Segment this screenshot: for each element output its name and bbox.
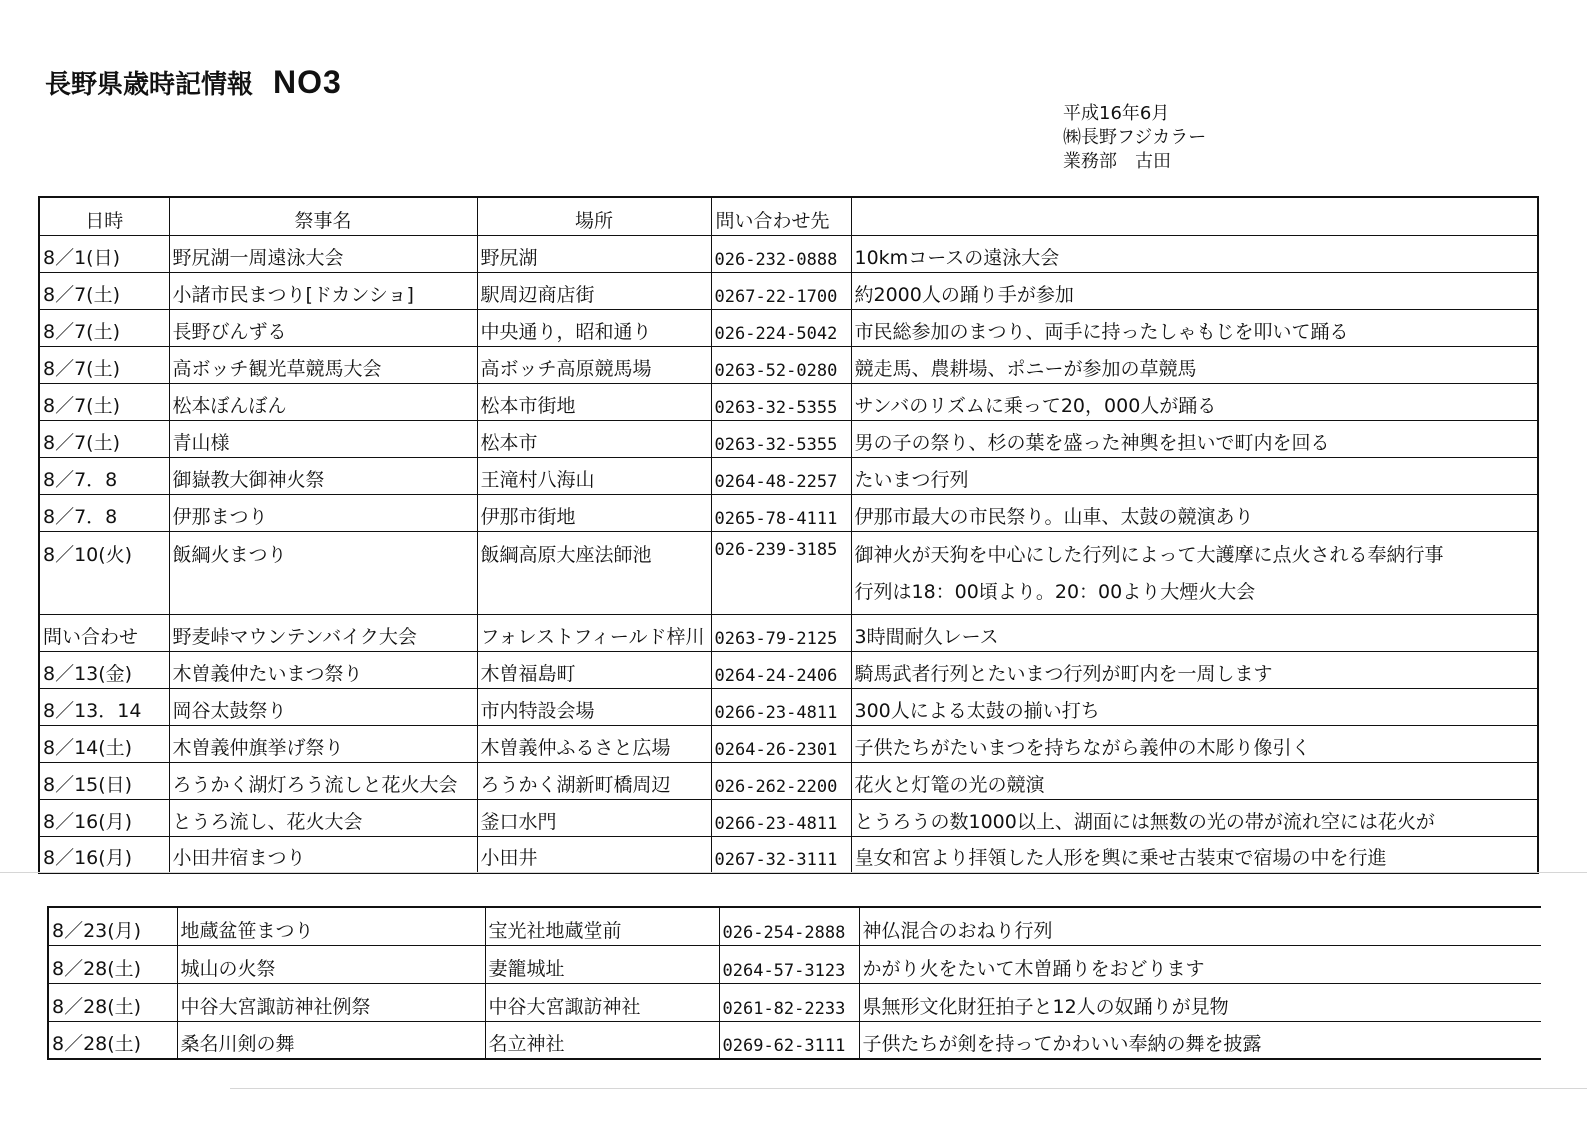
- cell-note: サンバのリズムに乗って20，000人が踊る: [851, 383, 1538, 420]
- header-contact: 問い合わせ先: [711, 197, 851, 235]
- cell-place: 伊那市街地: [477, 494, 711, 531]
- issue-date: 平成16年6月: [1063, 103, 1170, 124]
- table-row: [39, 725, 1538, 762]
- events-table-continued: [47, 906, 1541, 1060]
- cell-note: 県無形文化財狂拍子と12人の奴踊りが見物: [859, 983, 1541, 1021]
- cell-contact: 0264-24-2406: [711, 651, 851, 688]
- cell-date: 8／23(月): [48, 907, 177, 945]
- table-row: [48, 1021, 1541, 1059]
- cell-contact: 0266-23-4811: [711, 799, 851, 836]
- cell-event: 松本ぼんぼん: [169, 383, 477, 420]
- cell-contact: 026-224-5042: [711, 309, 851, 346]
- cell-date: 8／7．8: [39, 494, 169, 531]
- cell-note: [851, 531, 1538, 614]
- cell-contact: 026-239-3185: [711, 531, 851, 614]
- cell-note: たいまつ行列: [851, 457, 1538, 494]
- cell-date: 8／28(土): [48, 983, 177, 1021]
- cell-note: 約2000人の踊り手が参加: [851, 272, 1538, 309]
- cell-contact: 0267-22-1700: [711, 272, 851, 309]
- table-row: [48, 945, 1541, 983]
- cell-date: 8／13．14: [39, 688, 169, 725]
- cell-event: 高ボッチ観光草競馬大会: [169, 346, 477, 383]
- cell-place: 小田井: [477, 836, 711, 873]
- cell-date: 8／7．8: [39, 457, 169, 494]
- table-row: [39, 688, 1538, 725]
- scan-divider-line: [0, 872, 1587, 873]
- document-title: 長野県歳時記情報: [45, 70, 254, 100]
- cell-place: 中谷大宮諏訪神社: [485, 983, 719, 1021]
- cell-place: 飯綱高原大座法師池: [477, 531, 711, 614]
- cell-date: 8／7(土): [39, 383, 169, 420]
- cell-contact: 0263-32-5355: [711, 383, 851, 420]
- cell-event: 小田井宿まつり: [169, 836, 477, 873]
- header-note: [851, 197, 1538, 235]
- cell-date: 8／7(土): [39, 420, 169, 457]
- cell-contact: 0264-57-3123: [719, 945, 859, 983]
- cell-contact: 0263-52-0280: [711, 346, 851, 383]
- cell-note: かがり火をたいて木曽踊りをおどります: [859, 945, 1541, 983]
- table-row: [39, 272, 1538, 309]
- company-name: ㈱長野フジカラー: [1063, 127, 1207, 148]
- cell-place: 妻籠城址: [485, 945, 719, 983]
- header-event: 祭事名: [169, 197, 477, 235]
- cell-contact: 0269-62-3111: [719, 1021, 859, 1059]
- cell-event: 長野びんずる: [169, 309, 477, 346]
- cell-note: 伊那市最大の市民祭り。山車、太鼓の競演あり: [851, 494, 1538, 531]
- header-date: 日時: [39, 197, 169, 235]
- cell-note: 騎馬武者行列とたいまつ行列が町内を一周します: [851, 651, 1538, 688]
- table-row: [39, 614, 1538, 651]
- table-row: [39, 799, 1538, 836]
- table-row: [39, 346, 1538, 383]
- cell-place: ろうかく湖新町橋周辺: [477, 762, 711, 799]
- document-meta: [1063, 102, 1206, 174]
- cell-event: 城山の火祭: [177, 945, 485, 983]
- cell-contact: 0264-48-2257: [711, 457, 851, 494]
- cell-event: 木曽義仲たいまつ祭り: [169, 651, 477, 688]
- table-row: [48, 983, 1541, 1021]
- cell-date: 8／7(土): [39, 346, 169, 383]
- cell-contact: 0263-32-5355: [711, 420, 851, 457]
- table-header-row: [39, 197, 1538, 235]
- cell-date: 8／15(日): [39, 762, 169, 799]
- cell-contact: 026-262-2200: [711, 762, 851, 799]
- cell-event: 木曽義仲旗挙げ祭り: [169, 725, 477, 762]
- cell-date: 8／28(土): [48, 1021, 177, 1059]
- author-department: 業務部 古田: [1063, 151, 1171, 172]
- cell-event: 青山様: [169, 420, 477, 457]
- page-title: [45, 64, 342, 101]
- scan-divider-line: [230, 1088, 1587, 1089]
- cell-place: 中央通り，昭和通り: [477, 309, 711, 346]
- cell-note: 市民総参加のまつり、両手に持ったしゃもじを叩いて踊る: [851, 309, 1538, 346]
- cell-event: 桑名川剣の舞: [177, 1021, 485, 1059]
- cell-place: フォレストフィールド梓川: [477, 614, 711, 651]
- cell-event: 野尻湖一周遠泳大会: [169, 235, 477, 272]
- cell-contact: 0265-78-4111: [711, 494, 851, 531]
- cell-contact: 0264-26-2301: [711, 725, 851, 762]
- cell-contact: 0263-79-2125: [711, 614, 851, 651]
- events-table-body: [39, 235, 1538, 873]
- cell-place: 宝光社地蔵堂前: [485, 907, 719, 945]
- cell-event: 岡谷太鼓祭り: [169, 688, 477, 725]
- cell-note-line: 御神火が天狗を中心にした行列によって大護摩に点火される奉納行事: [854, 543, 1444, 566]
- header-place: 場所: [477, 197, 711, 235]
- cell-place: 松本市街地: [477, 383, 711, 420]
- cell-note: とうろうの数1000以上、湖面には無数の光の帯が流れ空には花火が: [851, 799, 1538, 836]
- cell-date: 8／16(月): [39, 836, 169, 873]
- table-row: [39, 420, 1538, 457]
- cell-note: 子供たちがたいまつを持ちながら義仲の木彫り像引く: [851, 725, 1538, 762]
- cell-note: 300人による太鼓の揃い打ち: [851, 688, 1538, 725]
- cell-place: 駅周辺商店街: [477, 272, 711, 309]
- cell-note: 男の子の祭り、杉の葉を盛った神輿を担いで町内を回る: [851, 420, 1538, 457]
- cell-date: 8／16(月): [39, 799, 169, 836]
- cell-event: 伊那まつり: [169, 494, 477, 531]
- cell-contact: 026-232-0888: [711, 235, 851, 272]
- document-number: NO3: [273, 64, 342, 100]
- cell-note: 競走馬、農耕場、ポニーが参加の草競馬: [851, 346, 1538, 383]
- cell-place: 高ボッチ高原競馬場: [477, 346, 711, 383]
- cell-event: 野麦峠マウンテンバイク大会: [169, 614, 477, 651]
- table-row: [39, 383, 1538, 420]
- cell-note: 神仏混合のおねり行列: [859, 907, 1541, 945]
- table-row: [39, 651, 1538, 688]
- cell-contact: 026-254-2888: [719, 907, 859, 945]
- cell-place: 市内特設会場: [477, 688, 711, 725]
- cell-event: 地蔵盆笹まつり: [177, 907, 485, 945]
- cell-place: 木曽福島町: [477, 651, 711, 688]
- table-row: [39, 457, 1538, 494]
- cell-event: 飯綱火まつり: [169, 531, 477, 614]
- cell-date: 8／13(金): [39, 651, 169, 688]
- cell-note: 10kmコースの遠泳大会: [851, 235, 1538, 272]
- cell-contact: 0261-82-2233: [719, 983, 859, 1021]
- cell-note: 子供たちが剣を持ってかわいい奉納の舞を披露: [859, 1021, 1541, 1059]
- cell-event: ろうかく湖灯ろう流しと花火大会: [169, 762, 477, 799]
- cell-date: 8／1(日): [39, 235, 169, 272]
- table-row: [39, 494, 1538, 531]
- cell-place: 松本市: [477, 420, 711, 457]
- table-row: [39, 762, 1538, 799]
- cell-note: 皇女和宮より拝領した人形を輿に乗せ古装束で宿場の中を行進: [851, 836, 1538, 873]
- cell-date: 問い合わせ: [39, 614, 169, 651]
- cell-event: 中谷大宮諏訪神社例祭: [177, 983, 485, 1021]
- cell-place: 王滝村八海山: [477, 457, 711, 494]
- cell-place: 木曽義仲ふるさと広場: [477, 725, 711, 762]
- cell-note: 花火と灯篭の光の競演: [851, 762, 1538, 799]
- cell-place: 釜口水門: [477, 799, 711, 836]
- cell-date: 8／28(土): [48, 945, 177, 983]
- table-row: [39, 309, 1538, 346]
- cell-event: とうろ流し、花火大会: [169, 799, 477, 836]
- cell-date: 8／10(火): [39, 531, 169, 614]
- cell-note: 3時間耐久レース: [851, 614, 1538, 651]
- cell-date: 8／14(土): [39, 725, 169, 762]
- cell-event: 小諸市民まつり[ドカンショ]: [169, 272, 477, 309]
- cell-contact: 0267-32-3111: [711, 836, 851, 873]
- cell-date: 8／7(土): [39, 309, 169, 346]
- table-row: [39, 235, 1538, 272]
- cell-note-line: 行列は18：00頃より。20：00より大煙火大会: [854, 580, 1256, 603]
- cell-contact: 0266-23-4811: [711, 688, 851, 725]
- events-table: [38, 196, 1539, 874]
- table-row: [39, 836, 1538, 873]
- cell-place: 名立神社: [485, 1021, 719, 1059]
- cell-event: 御嶽教大御神火祭: [169, 457, 477, 494]
- table-row: [39, 531, 1538, 614]
- cell-place: 野尻湖: [477, 235, 711, 272]
- events-table-continued-body: [48, 907, 1541, 1059]
- cell-date: 8／7(土): [39, 272, 169, 309]
- table-row: [48, 907, 1541, 945]
